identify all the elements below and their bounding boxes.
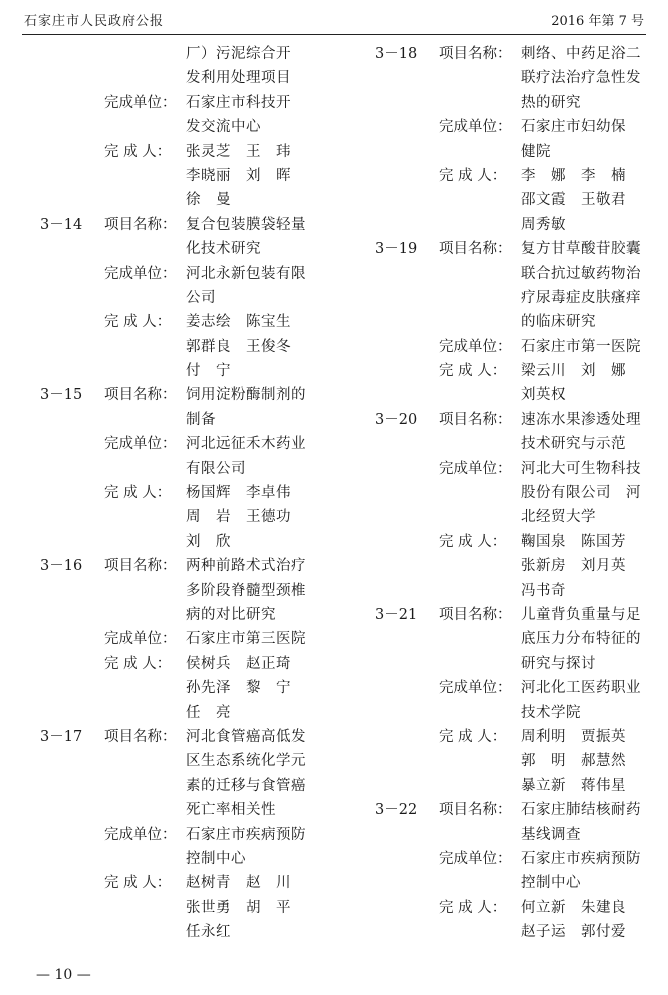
field-text: 侯树兵 赵正琦	[186, 655, 291, 672]
text-line	[40, 457, 330, 481]
field-text: 赵树青 赵 川	[186, 875, 291, 892]
field-text: 死亡率相关性	[186, 802, 276, 819]
field-text: 冯书奇	[521, 582, 566, 599]
text-line	[40, 140, 330, 164]
field-text: 厂）污泥综合开	[186, 46, 291, 62]
text-line	[375, 91, 665, 115]
text-line	[375, 213, 665, 237]
field-text: 石家庄市第一医院	[521, 338, 641, 355]
field-text: 联疗法治疗急性发	[521, 70, 641, 87]
text-line	[375, 847, 665, 871]
field-label: 项目名称：	[439, 46, 512, 62]
field-text: 基线调查	[521, 826, 581, 843]
field-text: 石家庄市科技开	[186, 94, 291, 111]
field-label: 完 成 人：	[104, 655, 172, 672]
field-text: 区生态系统化学元	[186, 753, 306, 770]
field-text: 联合抗过敏药物治	[521, 265, 641, 282]
field-text: 任 亮	[186, 704, 231, 721]
entry-number: 3－18	[375, 46, 418, 62]
field-label: 完 成 人：	[439, 167, 507, 184]
text-line	[40, 774, 330, 798]
text-line	[40, 701, 330, 725]
text-line	[40, 920, 330, 944]
text-line	[375, 164, 665, 188]
field-label: 完成单位：	[439, 460, 512, 477]
field-text: 邵文霞 王敬君	[521, 192, 626, 209]
field-text: 两种前路术式治疗	[186, 558, 306, 575]
text-line	[40, 310, 330, 334]
page-number: — 10 —	[36, 967, 91, 983]
text-line	[40, 823, 330, 847]
field-label: 完成单位：	[104, 631, 177, 648]
field-text: 制备	[186, 411, 216, 428]
text-line	[375, 188, 665, 212]
field-label: 完 成 人：	[439, 533, 507, 550]
field-text: 疗尿毒症皮肤瘙痒	[521, 289, 641, 306]
field-text: 控制中心	[521, 875, 581, 892]
field-label: 完成单位：	[104, 265, 177, 282]
field-label: 项目名称：	[439, 802, 512, 819]
text-line	[375, 457, 665, 481]
field-text: 李晓丽 刘 晖	[186, 167, 291, 184]
field-text: 张灵芝 王 玮	[186, 143, 291, 160]
field-text: 张世勇 胡 平	[186, 899, 291, 916]
field-text: 河北食管癌高低发	[186, 728, 306, 745]
text-line	[40, 383, 330, 407]
text-line	[40, 749, 330, 773]
text-line	[375, 383, 665, 407]
field-text: 公司	[186, 289, 216, 306]
text-line	[40, 213, 330, 237]
field-text: 复方甘草酸苷胶囊	[521, 241, 641, 258]
field-text: 底压力分布特征的	[521, 631, 641, 648]
field-text: 饲用淀粉酶制剂的	[186, 387, 306, 404]
entry-number: 3－19	[375, 241, 418, 258]
field-label: 项目名称：	[104, 728, 177, 745]
text-line	[40, 554, 330, 578]
text-line	[40, 847, 330, 871]
field-text: 股份有限公司 河	[521, 485, 641, 502]
text-line	[40, 896, 330, 920]
field-label: 项目名称：	[104, 216, 177, 233]
text-line	[40, 188, 330, 212]
text-line	[40, 725, 330, 749]
text-line	[40, 579, 330, 603]
field-text: 技术学院	[521, 704, 581, 721]
field-text: 石家庄市妇幼保	[521, 119, 626, 136]
field-text: 健院	[521, 143, 551, 160]
field-text: 河北远征禾木药业	[186, 436, 306, 453]
field-text: 技术研究与示范	[521, 436, 626, 453]
right-column	[375, 42, 665, 944]
field-text: 徐 曼	[186, 192, 231, 209]
field-text: 复合包装膜袋轻量	[186, 216, 306, 233]
field-text: 梁云川 刘 娜	[521, 363, 626, 380]
text-line	[375, 505, 665, 529]
text-line	[40, 676, 330, 700]
text-line	[40, 237, 330, 261]
entry-number: 3－17	[40, 728, 83, 745]
left-column	[40, 42, 330, 944]
field-text: 儿童背负重量与足	[521, 606, 641, 623]
entry-number: 3－22	[375, 802, 418, 819]
text-line	[40, 798, 330, 822]
text-line	[375, 579, 665, 603]
field-label: 完 成 人：	[439, 728, 507, 745]
field-label: 完成单位：	[439, 338, 512, 355]
text-line	[375, 798, 665, 822]
text-line	[375, 823, 665, 847]
journal-title: 石家庄市人民政府公报	[24, 14, 165, 29]
field-text: 郭群良 王俊冬	[186, 338, 291, 355]
text-line	[375, 408, 665, 432]
field-text: 郭 明 郝慧然	[521, 753, 626, 770]
field-text: 河北永新包装有限	[186, 265, 306, 282]
entry-number: 3－16	[40, 558, 83, 575]
field-text: 暴立新 蒋伟星	[521, 777, 626, 794]
field-text: 姜志绘 陈宝生	[186, 314, 291, 331]
text-line	[375, 262, 665, 286]
text-line	[40, 91, 330, 115]
field-text: 北经贸大学	[521, 509, 596, 526]
text-line	[375, 237, 665, 261]
field-text: 石家庄市第三医院	[186, 631, 306, 648]
field-text: 何立新 朱建良	[521, 899, 626, 916]
field-text: 石家庄市疾病预防	[521, 850, 641, 867]
text-line	[40, 530, 330, 554]
text-line	[375, 140, 665, 164]
field-text: 孙先泽 黎 宁	[186, 680, 291, 697]
text-line	[375, 749, 665, 773]
text-line	[40, 432, 330, 456]
text-line	[375, 115, 665, 139]
field-label: 完成单位：	[439, 850, 512, 867]
field-text: 任永红	[186, 924, 231, 941]
field-text: 河北化工医药职业	[521, 680, 641, 697]
text-line	[375, 603, 665, 627]
field-text: 赵子运 郭付爱	[521, 924, 626, 941]
text-line	[40, 652, 330, 676]
text-line	[375, 359, 665, 383]
entry-number: 3－15	[40, 387, 83, 404]
text-line	[40, 505, 330, 529]
text-line	[375, 66, 665, 90]
field-text: 刘英权	[521, 387, 566, 404]
text-line	[375, 554, 665, 578]
field-text: 石家庄市疾病预防	[186, 826, 306, 843]
field-label: 完成单位：	[104, 94, 177, 111]
text-line	[375, 652, 665, 676]
entry-number: 3－21	[375, 606, 418, 623]
field-text: 周利明 贾振英	[521, 728, 626, 745]
field-label: 完 成 人：	[439, 899, 507, 916]
field-text: 病的对比研究	[186, 606, 276, 623]
field-text: 的临床研究	[521, 314, 596, 331]
field-label: 完成单位：	[439, 680, 512, 697]
field-text: 素的迁移与食管癌	[186, 777, 306, 794]
field-text: 周秀敏	[521, 216, 566, 233]
text-line	[375, 42, 665, 66]
field-text: 付 宁	[186, 363, 231, 380]
text-line	[40, 481, 330, 505]
field-label: 完成单位：	[439, 119, 512, 136]
field-text: 张新房 刘月英	[521, 558, 626, 575]
text-line	[40, 286, 330, 310]
text-line	[40, 871, 330, 895]
text-line	[40, 603, 330, 627]
field-text: 李 娜 李 楠	[521, 167, 626, 184]
entry-number: 3－14	[40, 216, 83, 233]
text-line	[375, 725, 665, 749]
field-label: 完 成 人：	[104, 143, 172, 160]
field-label: 完 成 人：	[104, 485, 172, 502]
field-label: 完成单位：	[104, 826, 177, 843]
field-label: 完成单位：	[104, 436, 177, 453]
text-line	[375, 774, 665, 798]
text-line	[375, 627, 665, 651]
field-text: 河北大可生物科技	[521, 460, 641, 477]
field-label: 项目名称：	[439, 241, 512, 258]
text-line	[40, 66, 330, 90]
text-line	[375, 920, 665, 944]
field-text: 石家庄肺结核耐药	[521, 802, 641, 819]
field-text: 热的研究	[521, 94, 581, 111]
field-text: 化技术研究	[186, 241, 261, 258]
field-text: 发利用处理项目	[186, 70, 291, 87]
field-text: 刺络、中药足浴二	[521, 46, 641, 62]
text-line	[40, 408, 330, 432]
field-text: 研究与探讨	[521, 655, 596, 672]
field-label: 项目名称：	[104, 558, 177, 575]
entry-number: 3－20	[375, 411, 418, 428]
text-line	[375, 286, 665, 310]
field-text: 杨国辉 李卓伟	[186, 485, 291, 502]
page-header	[22, 10, 646, 35]
field-text: 速冻水果渗透处理	[521, 411, 641, 428]
text-line	[40, 262, 330, 286]
field-text: 控制中心	[186, 850, 246, 867]
field-label: 完 成 人：	[104, 875, 172, 892]
field-text: 发交流中心	[186, 119, 261, 136]
field-text: 多阶段脊髓型颈椎	[186, 582, 306, 599]
text-line	[375, 481, 665, 505]
text-line	[375, 530, 665, 554]
field-text: 有限公司	[186, 460, 246, 477]
text-line	[40, 627, 330, 651]
issue-number: 2016 年第 7 号	[551, 14, 644, 29]
field-label: 完 成 人：	[439, 363, 507, 380]
text-line	[40, 115, 330, 139]
field-text: 刘 欣	[186, 533, 231, 550]
text-line	[375, 701, 665, 725]
field-label: 项目名称：	[439, 411, 512, 428]
text-line	[40, 335, 330, 359]
text-line	[375, 432, 665, 456]
field-text: 鞠国泉 陈国芳	[521, 533, 626, 550]
field-label: 项目名称：	[439, 606, 512, 623]
text-line	[40, 359, 330, 383]
text-line	[375, 310, 665, 334]
text-line	[40, 164, 330, 188]
field-label: 完 成 人：	[104, 314, 172, 331]
text-line	[375, 871, 665, 895]
field-label: 项目名称：	[104, 387, 177, 404]
text-line	[375, 676, 665, 700]
text-line	[375, 335, 665, 359]
field-text: 周 岩 王德功	[186, 509, 291, 526]
text-line	[40, 42, 330, 66]
text-line	[375, 896, 665, 920]
